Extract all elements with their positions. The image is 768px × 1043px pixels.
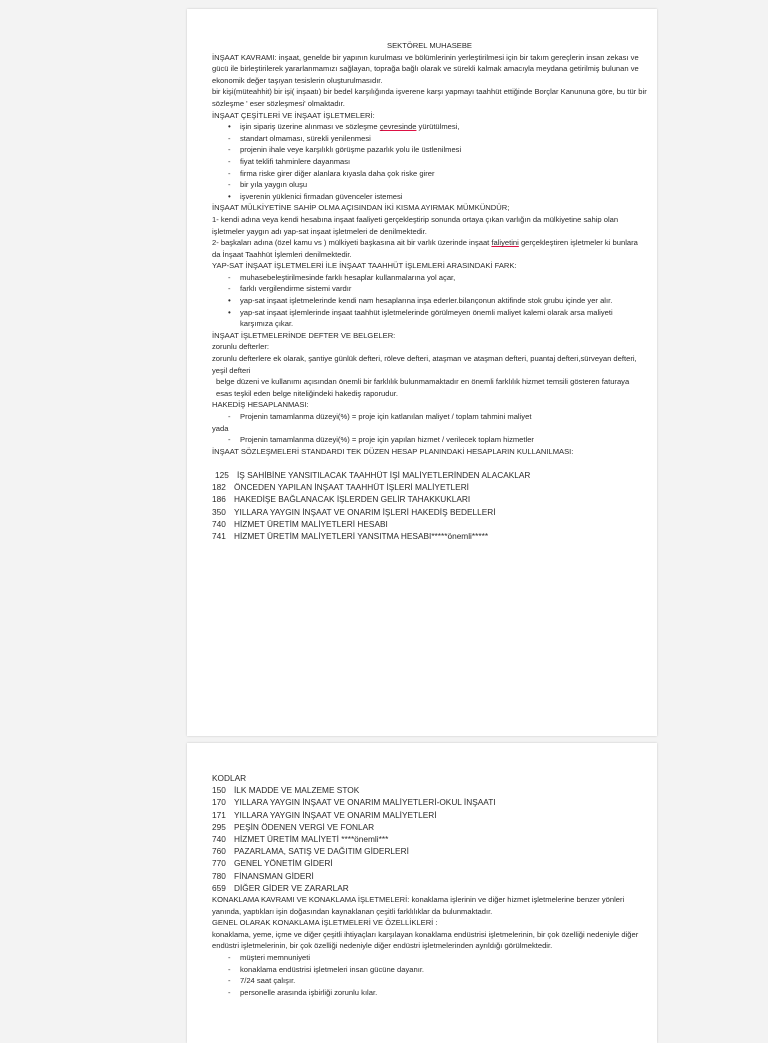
lodging-list — [212, 952, 647, 998]
document-page-1 — [187, 9, 657, 736]
account-name: YILLARA YAYGIN İNŞAAT VE ONARIM İŞLERİ HAKEDİŞ BEDELLERİ — [234, 506, 496, 517]
list-item: - müşteri memnuniyeti — [212, 952, 647, 964]
list-item: • işin sipariş üzerine alınması ve sözleşme çevresinde yürütülmesi, — [212, 121, 647, 133]
documents-paragraph: belge düzeni ve kullanımı açısından önemli bir farklılık bulunmamaktadır en önemli farklılık hizmet temsili gösteren faturaya esas teşkil eden belge niteliğindeki hakediş raporudur. — [216, 377, 630, 398]
codes-heading: KODLAR — [212, 773, 247, 783]
formula-list — [212, 411, 647, 423]
account-name: YILLARA YAYGIN İNŞAAT VE ONARIM MALİYETLERİ-OKUL İNŞAATI — [234, 797, 496, 808]
or-text: yada — [212, 423, 229, 433]
list-item: - projenin ihale veye karşılıklı görüşme pazarlık yolu ile üstlenilmesi — [212, 144, 647, 156]
account-name: HAKEDİŞE BAĞLANACAK İŞLERDEN GELİR TAHAKKUKLARI — [234, 494, 471, 505]
list-item: - standart olmaması, sürekli yenilenmesi — [212, 133, 647, 145]
account-name: PEŞİN ÖDENEN VERGİ VE FONLAR — [234, 821, 375, 832]
section-heading: İNŞAAT SÖZLEŞMELERİ STANDARDI TEK DÜZEN HESAP PLANINDAKİ HESAPLARIN KULLANILMASI: — [212, 446, 574, 456]
account-name: ÖNCEDEN YAPILAN İNŞAAT TAAHHÜT İŞLERİ MALİYETLERİ — [234, 482, 469, 493]
difference-list — [212, 272, 647, 295]
account-code: 760 — [212, 846, 226, 857]
section-heading: İNŞAAT MÜLKİYETİNE SAHİP OLMA AÇISINDAN İKİ KISMA AYIRMAK MÜMKÜNDÜR; — [212, 203, 510, 213]
ownership-paragraph: 2- başkaları adına (özel kamu vs ) mülkiyeti başkasına ait bir varlık üzerinde inşaat faliyetini gerçekleştiren işletmeler ki bunlara da İnşaat Taahhüt İşlemleri denilmektedir. — [212, 238, 638, 259]
account-name: HİZMET ÜRETİM MALİYETLERİ HESABI — [234, 518, 388, 529]
account-name: HİZMET ÜRETİM MALİYETİ ****önemli*** — [234, 834, 389, 845]
account-row — [212, 518, 647, 530]
list-item: - bir yıla yaygın oluşu — [212, 179, 647, 191]
account-code: 659 — [212, 882, 226, 893]
list-item: - 7/24 saat çalışır. — [212, 975, 647, 987]
intro-paragraph: İNŞAAT KAVRAMI: inşaat, genelde bir yapının kurulması ve bölümlerinin yerleştirilmesi için bir takım gereçlerin insan zekası ve gücü ile birleştirilerek yararlanmamızı sağlayan, toprağa bağlı olarak ve sürekli kalmak amacıyla meydana getirilmiş bulunan ve ekonomik değer taşıyan tesislerin oluşturulmasıdır. — [212, 52, 639, 85]
list-item: - farklı vergilendirme sistemi vardır — [212, 283, 647, 295]
account-name: GENEL YÖNETİM GİDERİ — [234, 858, 333, 869]
codes-section — [212, 772, 647, 894]
account-row — [215, 469, 647, 481]
account-list — [212, 469, 647, 481]
code-row — [212, 809, 647, 821]
section-heading: HAKEDİŞ HESAPLANMASI: — [212, 400, 309, 410]
account-name: DİĞER GİDER VE ZARARLAR — [234, 882, 349, 893]
code-row — [212, 870, 647, 882]
formula-item: - Projenin tamamlanma düzeyi(%) = proje için katlanılan maliyet / toplam tahmini maliyet — [212, 411, 647, 423]
account-name: FİNANSMAN GİDERİ — [234, 870, 314, 881]
account-code: 186 — [212, 494, 226, 505]
account-code: 125 — [215, 469, 229, 480]
account-row — [212, 506, 647, 518]
document-page-2 — [187, 743, 657, 1043]
account-code: 295 — [212, 821, 226, 832]
list-item: - muhasebeleştirilmesinde farklı hesaplar kullanmalarına yol açar, — [212, 272, 647, 284]
lodging-paragraph: konaklama, yeme, içme ve diğer çeşitli ihtiyaçları karşılayan konaklama endüstrisi işletmelerinin, bir çok özelliği nedeniyle diğer endüstri işletmelerinin, bir çok özelliği nedeniyle diğer endüstri işletmelerinden ayrıldığı görülmektedir. — [212, 929, 639, 951]
code-row — [212, 845, 647, 857]
account-code: 170 — [212, 797, 226, 808]
section-heading: YAP-SAT İNŞAAT İŞLETMELERİ İLE İNŞAAT TAAHHÜT İŞLEMLERİ ARASINDAKİ FARK: — [212, 261, 517, 271]
books-paragraph: zorunlu defterlere ek olarak, şantiye günlük defteri, röleve defteri, ataşman ve ataşman defteri, puantaj defteri,sürveyan defteri, yeşil defteri — [212, 354, 637, 375]
types-list — [212, 121, 647, 133]
section-heading: İNŞAAT ÇEŞİTLERİ VE İNŞAAT İŞLETMELERİ: — [212, 110, 375, 120]
books-subheading: zorunlu defterler: — [212, 342, 269, 352]
formula-item: - Projenin tamamlanma düzeyi(%) = proje için yapılan hizmet / verilecek toplam hizmetler — [212, 434, 647, 446]
account-code: 741 — [212, 530, 226, 541]
account-name: HİZMET ÜRETİM MALİYETLERİ YANSITMA HESABI*****önemli***** — [234, 530, 489, 541]
account-code: 740 — [212, 518, 226, 529]
section-heading: GENEL OLARAK KONAKLAMA İŞLETMELERİ VE ÖZELLİKLERİ : — [212, 918, 438, 928]
types-list — [212, 133, 647, 191]
list-item: - konaklama endüstrisi işletmeleri insan gücüne dayanır. — [212, 964, 647, 976]
account-row — [212, 481, 647, 493]
code-row — [212, 857, 647, 869]
account-code: 350 — [212, 506, 226, 517]
list-item: - firma riske girer diğer alanlara kıyasla daha çok riske girer — [212, 168, 647, 180]
account-code: 150 — [212, 785, 226, 796]
list-item: • işverenin yüklenici firmadan güvenceler istemesi — [212, 191, 647, 203]
ownership-paragraph: 1- kendi adına veya kendi hesabına inşaat faaliyeti gerçekleştirip sonunda ortaya çıkan varlığın da mülkiyetine sahip olan işletmeler yaygın adı yap-sat inşaat işletmeleri de denilmektedir. — [212, 214, 619, 236]
account-code: 171 — [212, 809, 226, 820]
account-list — [212, 481, 647, 542]
account-name: YILLARA YAYGIN İNŞAAT VE ONARIM MALİYETLERİ — [234, 809, 437, 820]
account-code: 780 — [212, 870, 226, 881]
account-name: İLK MADDE VE MALZEME STOK — [234, 785, 360, 796]
lodging-paragraph: KONAKLAMA KAVRAMI VE KONAKLAMA İŞLETMELERİ: konaklama işlerinin ve diğer hizmet işletmelerine benzer yönleri yanında, yaptıkları işin doğasından kaynaklanan çeşitli farklılıklar da bulunmaktadır. — [212, 895, 625, 916]
code-row — [212, 833, 647, 845]
code-row — [212, 882, 647, 894]
intro-paragraph: bir kişi(müteahhit) bir işi( inşaatı) bir bedel karşılığında işverene karşı yapmayı taahhüt ettiğinde Borçlar Kanununa göre, bu tür bir sözleşme ' eser sözleşmesi' olmaktadır. — [212, 87, 647, 108]
difference-list — [212, 295, 647, 330]
account-row — [212, 493, 647, 505]
code-row — [212, 821, 647, 833]
types-list — [212, 191, 647, 203]
account-name: İŞ SAHİBİNE YANSITILACAK TAAHHÜT İŞİ MALİYETLERİNDEN ALACAKLAR — [237, 469, 531, 480]
code-row — [212, 796, 647, 808]
account-row — [212, 530, 647, 542]
formula-list — [212, 434, 647, 446]
account-code: 770 — [212, 858, 226, 869]
account-code: 182 — [212, 482, 226, 493]
account-code: 740 — [212, 834, 226, 845]
list-item: - personelle arasında işbirliği zorunlu kılar. — [212, 987, 647, 999]
list-item: - fiyat teklifi tahminlere dayanması — [212, 156, 647, 168]
account-name: PAZARLAMA, SATIŞ VE DAĞITIM GİDERLERİ — [234, 846, 409, 857]
code-row — [212, 784, 647, 796]
section-heading: İNŞAAT İŞLETMELERİNDE DEFTER VE BELGELER: — [212, 330, 396, 340]
page-title: SEKTÖREL MUHASEBE — [387, 41, 472, 50]
list-item: • yap-sat inşaat işlemlerinde inşaat taahhüt işletmelerinde görülmeyen önemli maliyet kalemi olarak arsa maliyeti karşımıza çıkar. — [212, 307, 647, 330]
list-item: • yap-sat inşaat işletmelerinde kendi nam hesaplarına inşa ederler.bilançonun aktifinde stok grubu içinde yer alır. — [212, 295, 647, 307]
